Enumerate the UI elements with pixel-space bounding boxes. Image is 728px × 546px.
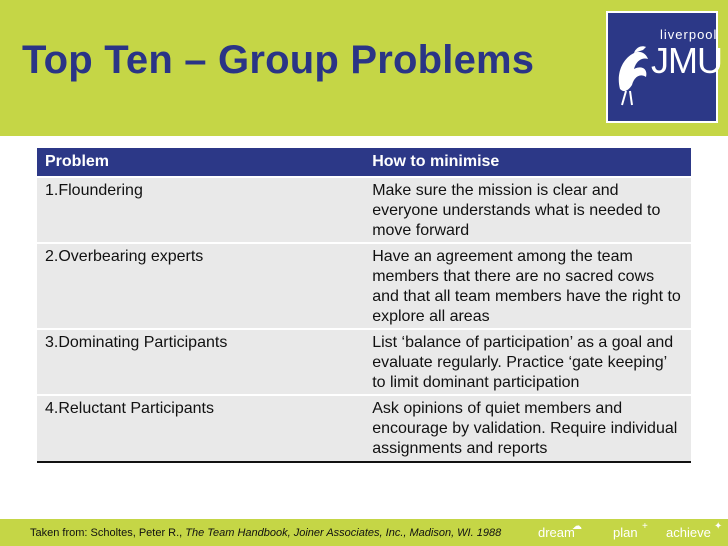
- solution-cell: Make sure the mission is clear and everyone understands what is needed to move forward: [364, 176, 691, 242]
- column-header-how-to-minimise: How to minimise: [364, 148, 691, 176]
- slide-title: Top Ten – Group Problems: [22, 38, 535, 82]
- column-header-problem: Problem: [37, 148, 364, 176]
- problem-cell: 1.Floundering: [37, 176, 364, 242]
- logo-text-jmu: JMU: [651, 40, 722, 81]
- citation-prefix: Taken from: Scholtes, Peter R.,: [30, 527, 186, 539]
- liverpool-jmu-logo: [606, 11, 722, 123]
- plus-icon: +: [642, 521, 648, 532]
- slide-footer: [0, 519, 728, 546]
- motto-dream: dream: [538, 525, 575, 540]
- liver-bird-icon: [612, 19, 652, 119]
- problem-cell: 4.Reluctant Participants: [37, 394, 364, 463]
- motto-achieve: achieve: [666, 525, 711, 540]
- problem-cell: 3.Dominating Participants: [37, 328, 364, 394]
- table-row: [37, 176, 691, 242]
- citation-source: The Team Handbook, Joiner Associates, Inc., Madison, WI. 1988: [185, 527, 502, 539]
- slide-header: [0, 0, 728, 136]
- problems-table: [37, 148, 691, 463]
- cloud-icon: ☁: [572, 521, 582, 532]
- table-row: [37, 328, 691, 394]
- solution-cell: Have an agreement among the team members that there are no sacred cows and that all team members have the right to explore all areas: [364, 242, 691, 328]
- citation: [30, 527, 501, 539]
- table-header-row: [37, 148, 691, 176]
- solution-cell: Ask opinions of quiet members and encourage by validation. Require individual assignments and reports: [364, 394, 691, 463]
- motto-plan: plan: [613, 525, 638, 540]
- table-row: [37, 394, 691, 463]
- sparkle-icon: ✦: [714, 521, 723, 532]
- table-row: [37, 242, 691, 328]
- logo-text-liverpool: liverpool: [660, 27, 718, 42]
- problem-cell: 2.Overbearing experts: [37, 242, 364, 328]
- solution-cell: List ‘balance of participation’ as a goal and evaluate regularly. Practice ‘gate keeping’ to limit dominant participation: [364, 328, 691, 394]
